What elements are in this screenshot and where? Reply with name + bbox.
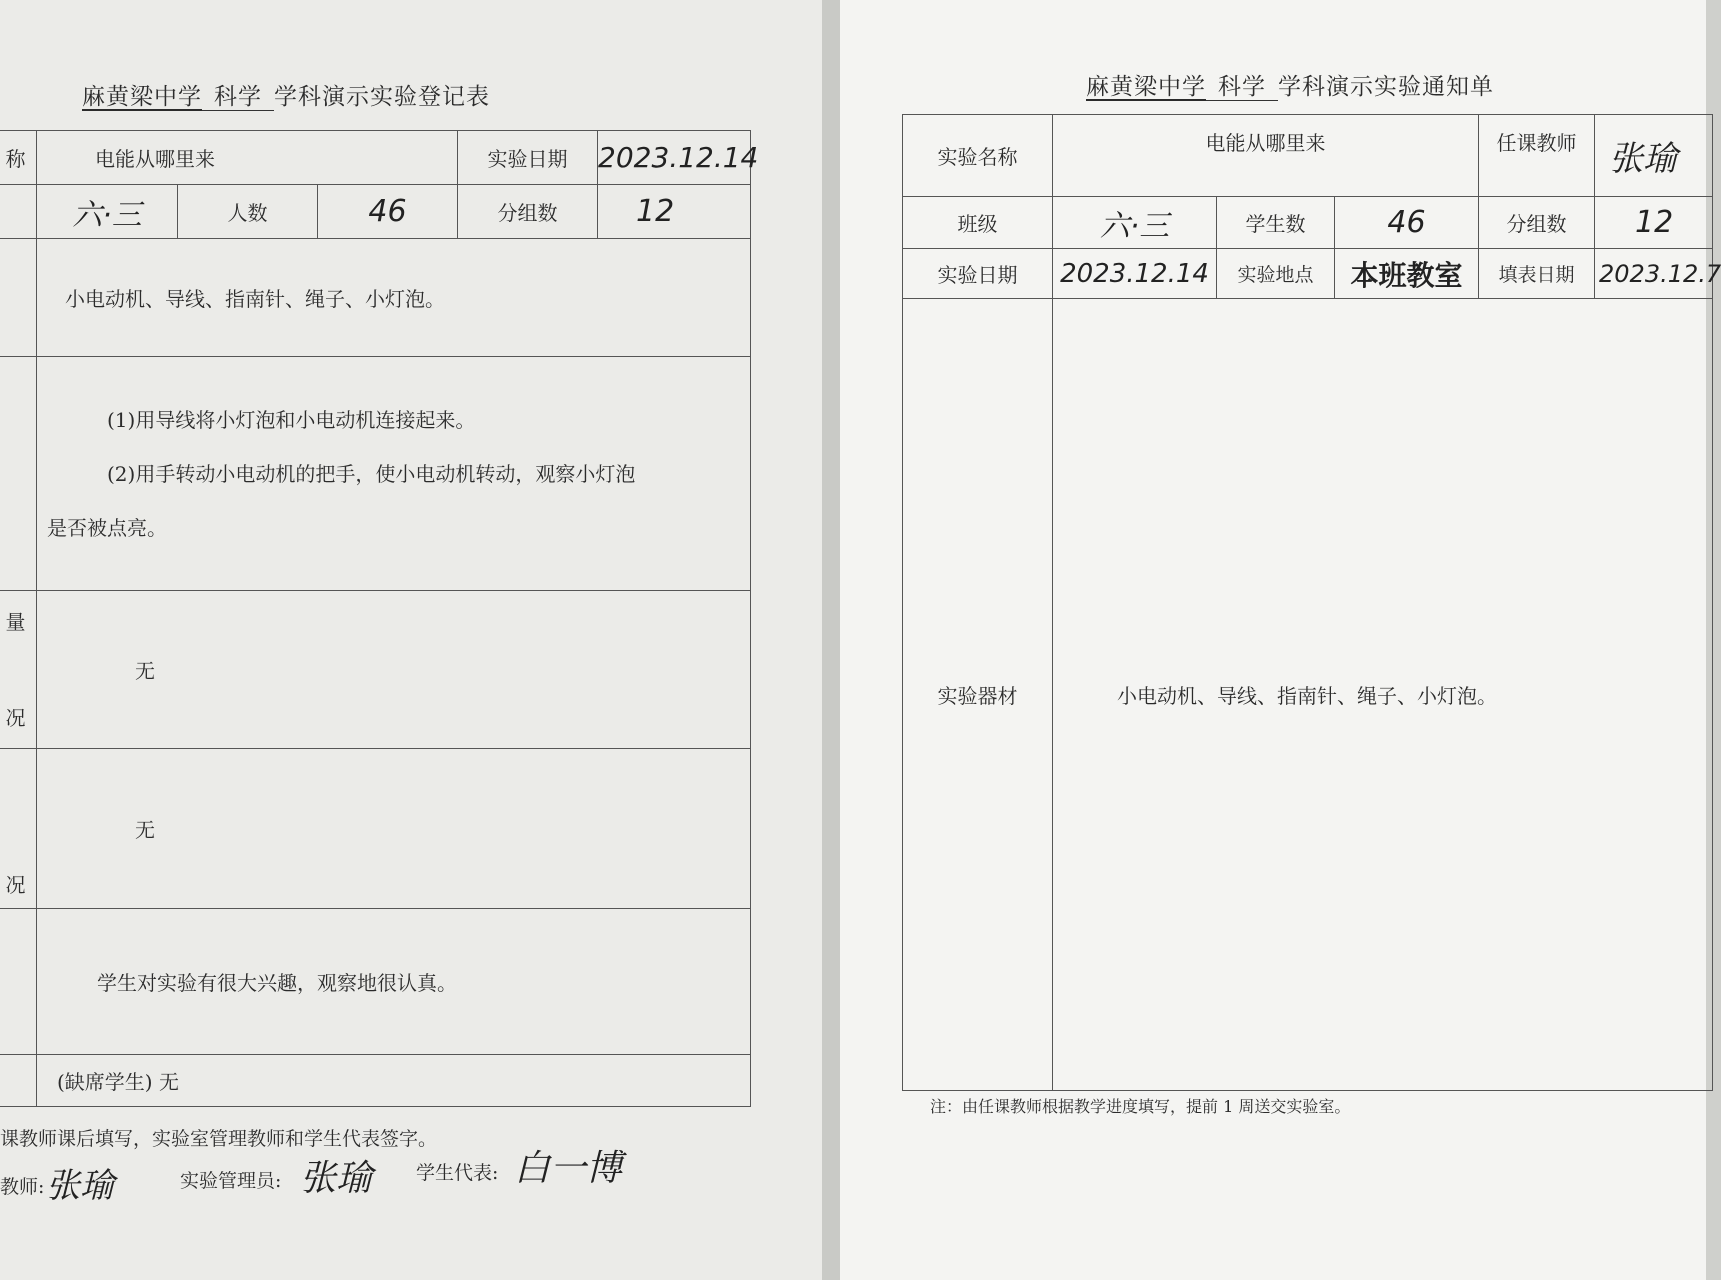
notice-fill-date: 2023.12.7 xyxy=(1595,249,1713,299)
notice-groups-label: 分组数 xyxy=(1479,197,1595,249)
register-effect-label-cell xyxy=(0,909,37,1055)
notice-date-label: 实验日期 xyxy=(903,249,1053,299)
register-title xyxy=(82,78,490,111)
notice-place-label: 实验地点 xyxy=(1217,249,1335,299)
notice-fill-date-label: 填表日期 xyxy=(1479,249,1595,299)
register-count: 46 xyxy=(318,185,458,239)
register-step-2-cont: 是否被点亮。 xyxy=(47,515,167,540)
notice-teacher-signature: 张瑜 xyxy=(1595,115,1713,197)
register-experiment-name: 电能从哪里来 xyxy=(37,131,458,185)
notice-class: 六·三 xyxy=(1053,197,1217,249)
register-step-1: (1)用导线将小灯泡和小电动机连接起来。 xyxy=(107,407,476,432)
register-footnote: 课教师课后填写，实验室管理教师和学生代表签字。 xyxy=(0,1128,438,1150)
register-quality-label-top: 量 xyxy=(5,609,26,634)
register-materials: 小电动机、导线、指南针、绳子、小灯泡。 xyxy=(37,239,751,357)
register-student-rep-signature: 白一博 xyxy=(514,1148,623,1189)
register-groups-label: 分组数 xyxy=(458,185,598,239)
register-student-rep-label: 学生代表: xyxy=(416,1162,499,1184)
notice-table xyxy=(902,114,1721,1091)
register-date: 2023.12.14 xyxy=(598,131,751,185)
notice-title-school: 麻黄梁中学 xyxy=(1086,74,1206,100)
notice-sheet xyxy=(840,0,1721,1280)
register-teacher-label: 教师: xyxy=(0,1176,45,1198)
register-sheet xyxy=(0,0,822,1280)
register-quality-none: 无 xyxy=(37,591,751,749)
notice-students-label: 学生数 xyxy=(1217,197,1335,249)
notice-materials-label: 实验器材 xyxy=(903,299,1053,1091)
register-name-label: 称 xyxy=(0,131,37,185)
register-quality-label-bottom: 况 xyxy=(5,705,26,730)
register-steps xyxy=(37,357,751,591)
notice-date: 2023.12.14 xyxy=(1053,249,1217,299)
notice-experiment-name: 电能从哪里来 xyxy=(1053,115,1479,197)
register-quality-label xyxy=(0,591,37,749)
notice-students: 46 xyxy=(1335,197,1479,249)
register-issue-none: 无 xyxy=(37,749,751,909)
register-date-label: 实验日期 xyxy=(458,131,598,185)
notice-title xyxy=(1086,68,1494,101)
notice-name-label: 实验名称 xyxy=(903,115,1053,197)
register-teacher-signature: 张瑜 xyxy=(46,1166,114,1206)
register-materials-label-cell xyxy=(0,239,37,357)
register-steps-label-cell xyxy=(0,357,37,591)
register-absent-label-cell xyxy=(0,1055,37,1107)
notice-teacher-label: 任课教师 xyxy=(1479,115,1595,197)
notice-class-label: 班级 xyxy=(903,197,1053,249)
notice-title-suffix: 学科演示实验通知单 xyxy=(1278,74,1494,100)
register-count-label: 人数 xyxy=(178,185,318,239)
register-absent: (缺席学生) 无 xyxy=(37,1055,751,1107)
notice-title-subject: 科学 xyxy=(1206,74,1278,101)
register-class-label-cell xyxy=(0,185,37,239)
register-groups: 12 xyxy=(598,185,751,239)
notice-footnote: 注：由任课教师根据教学进度填写，提前 1 周送交实验室。 xyxy=(930,1097,1351,1116)
register-title-suffix: 学科演示实验登记表 xyxy=(274,84,490,110)
register-step-2: (2)用手转动小电动机的把手，使小电动机转动，观察小灯泡 xyxy=(107,461,636,486)
register-issue-label: 况 xyxy=(0,749,37,909)
register-table xyxy=(0,130,759,1107)
notice-materials: 小电动机、导线、指南针、绳子、小灯泡。 xyxy=(1053,299,1713,1091)
register-title-subject: 科学 xyxy=(202,84,274,111)
notice-groups: 12 xyxy=(1595,197,1713,249)
page-gap xyxy=(822,0,840,1280)
register-title-school: 麻黄梁中学 xyxy=(82,84,202,110)
register-effect: 学生对实验有很大兴趣，观察地很认真。 xyxy=(37,909,751,1055)
register-lab-admin-label: 实验管理员: xyxy=(180,1170,282,1192)
register-lab-admin-signature: 张瑜 xyxy=(300,1158,373,1199)
register-class: 六·三 xyxy=(37,185,178,239)
notice-place: 本班教室 xyxy=(1335,249,1479,299)
